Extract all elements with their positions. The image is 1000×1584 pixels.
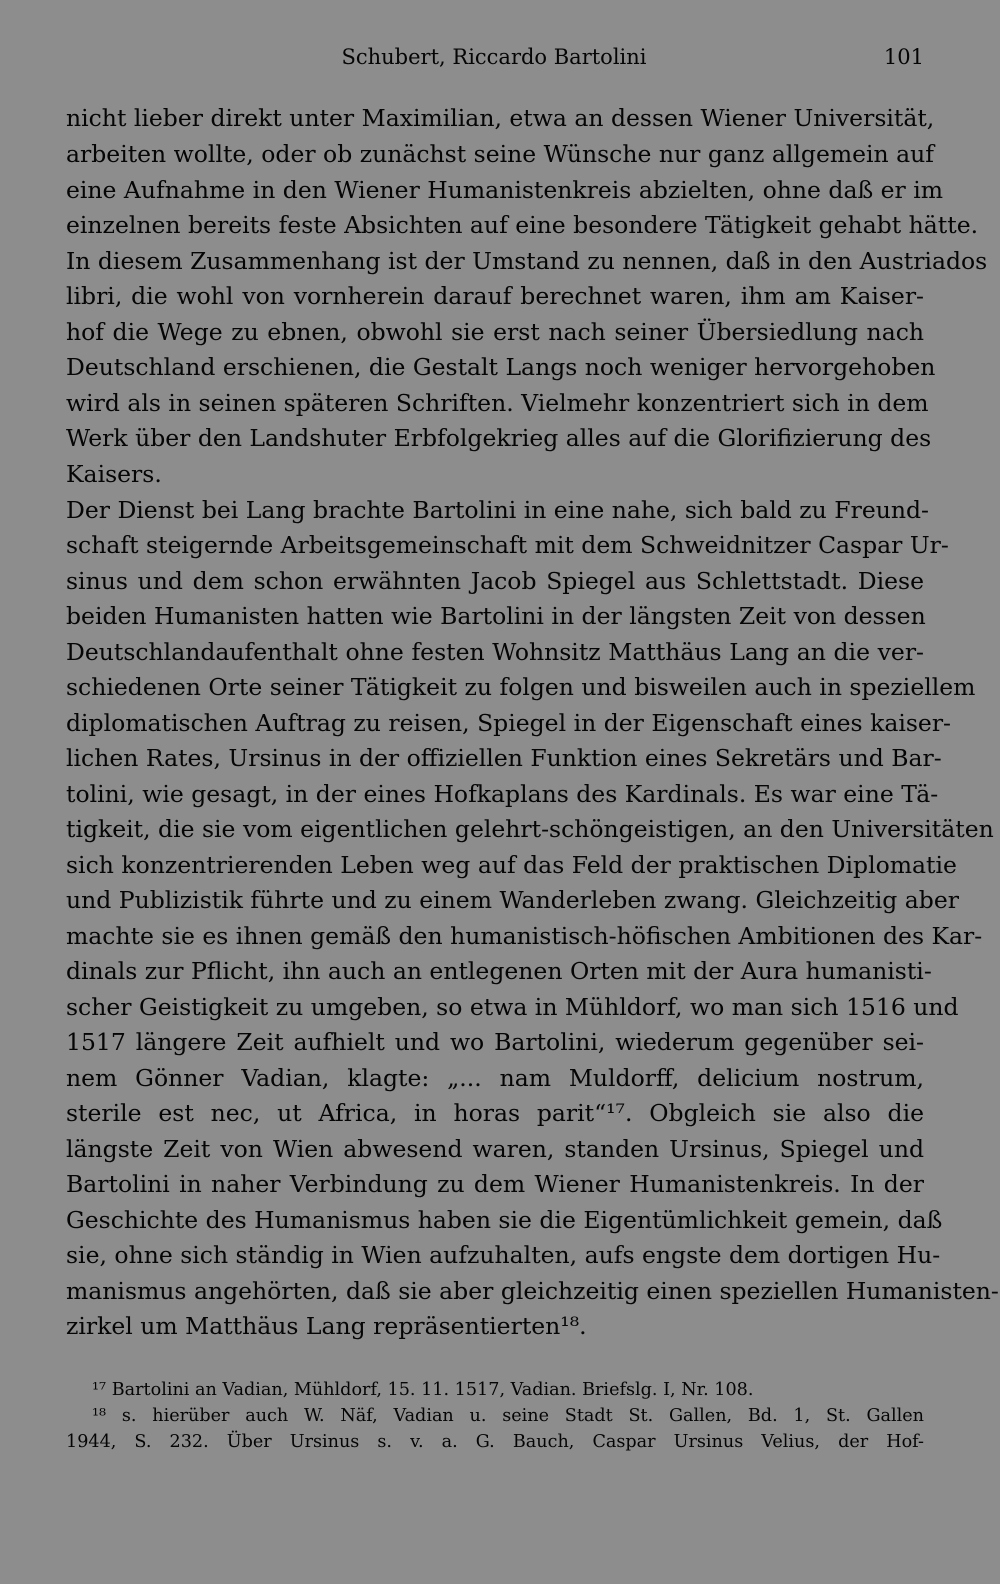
- body-line: libri, die wohl von vornherein darauf berechnet waren, ihm am Kaiser-: [66, 282, 924, 310]
- body-line: einzelnen bereits feste Absichten auf eine besondere Tätigkeit gehabt hätte.: [66, 211, 979, 239]
- body-line: eine Aufnahme in den Wiener Humanistenkreis abzielten, ohne daß er im: [66, 176, 944, 204]
- body-line: sterile est nec, ut Africa, in horas parit“¹⁷. Obgleich sie also die: [66, 1099, 924, 1127]
- body-line: Werk über den Landshuter Erbfolgekrieg alles auf die Glorifizierung des: [66, 424, 932, 452]
- body-line: tolini, wie gesagt, in der eines Hofkaplans des Kardinals. Es war eine Tä-: [66, 780, 939, 808]
- body-line: scher Geistigkeit zu umgeben, so etwa in Mühldorf, wo man sich 1516 und: [66, 993, 959, 1021]
- body-line: Der Dienst bei Lang brachte Bartolini in eine nahe, sich bald zu Freund-: [66, 496, 929, 524]
- footnote-line: ¹⁸ s. hierüber auch W. Näf, Vadian u. seine Stadt St. Gallen, Bd. 1, St. Gallen: [92, 1406, 924, 1426]
- body-line: schaft steigernde Arbeitsgemeinschaft mit dem Schweidnitzer Caspar Ur-: [66, 531, 949, 559]
- body-line: dinals zur Pflicht, ihn auch an entlegenen Orten mit der Aura humanisti-: [66, 957, 932, 985]
- body-line: längste Zeit von Wien abwesend waren, standen Ursinus, Spiegel und: [66, 1135, 924, 1163]
- page-number: 101: [883, 45, 924, 69]
- body-line: sie, ohne sich ständig in Wien aufzuhalten, aufs engste dem dortigen Hu-: [66, 1241, 941, 1269]
- running-title: Schubert, Riccardo Bartolini: [341, 45, 647, 69]
- footnote-line: ¹⁷ Bartolini an Vadian, Mühldorf, 15. 11. 1517, Vadian. Briefslg. I, Nr. 108.: [92, 1380, 754, 1400]
- body-line: diplomatischen Auftrag zu reisen, Spiegel in der Eigenschaft eines kaiser-: [66, 709, 951, 737]
- body-line: sinus und dem schon erwähnten Jacob Spiegel aus Schlettstadt. Diese: [66, 567, 924, 595]
- body-line: hof die Wege zu ebnen, obwohl sie erst nach seiner Übersiedlung nach: [66, 318, 924, 346]
- body-line: Deutschland erschienen, die Gestalt Langs noch weniger hervorgehoben: [66, 353, 936, 381]
- body-line: lichen Rates, Ursinus in der offiziellen Funktion eines Sekretärs und Bar-: [66, 744, 942, 772]
- running-head: [64, 40, 924, 74]
- body-line: In diesem Zusammenhang ist der Umstand zu nennen, daß in den Austriados: [66, 247, 988, 275]
- body-line: schiedenen Orte seiner Tätigkeit zu folgen und bisweilen auch in speziellem: [66, 673, 976, 701]
- footnote-line: 1944, S. 232. Über Ursinus s. v. a. G. Bauch, Caspar Ursinus Velius, der Hof-: [66, 1432, 924, 1452]
- body-line: Geschichte des Humanismus haben sie die Eigentümlichkeit gemein, daß: [66, 1206, 943, 1234]
- body-line: sich konzentrierenden Leben weg auf das Feld der praktischen Diplomatie: [66, 851, 957, 879]
- body-line: tigkeit, die sie vom eigentlichen gelehrt-schöngeistigen, an den Universitäten: [66, 815, 994, 843]
- body-line: beiden Humanisten hatten wie Bartolini in der längsten Zeit von dessen: [66, 602, 926, 630]
- body-line: zirkel um Matthäus Lang repräsentierten¹⁸.: [66, 1312, 587, 1340]
- body-line: nem Gönner Vadian, klagte: „... nam Muldorff, delicium nostrum,: [66, 1064, 924, 1092]
- body-line: wird als in seinen späteren Schriften. Vielmehr konzentriert sich in dem: [66, 389, 929, 417]
- body-line: Deutschlandaufenthalt ohne festen Wohnsitz Matthäus Lang an die ver-: [66, 638, 924, 666]
- body-line: nicht lieber direkt unter Maximilian, etwa an dessen Wiener Universität,: [66, 104, 935, 132]
- body-line: arbeiten wollte, oder ob zunächst seine Wünsche nur ganz allgemein auf: [66, 140, 935, 168]
- body-line: machte sie es ihnen gemäß den humanistisch-höfischen Ambitionen des Kar-: [66, 922, 983, 950]
- body-line: und Publizistik führte und zu einem Wanderleben zwang. Gleichzeitig aber: [66, 886, 959, 914]
- body-line: Bartolini in naher Verbindung zu dem Wiener Humanistenkreis. In der: [66, 1170, 924, 1198]
- body-line: Kaisers.: [66, 460, 162, 488]
- body-line: manismus angehörten, daß sie aber gleichzeitig einen speziellen Humanisten-: [66, 1277, 999, 1305]
- body-line: 1517 längere Zeit aufhielt und wo Bartolini, wiederum gegenüber sei-: [66, 1028, 924, 1056]
